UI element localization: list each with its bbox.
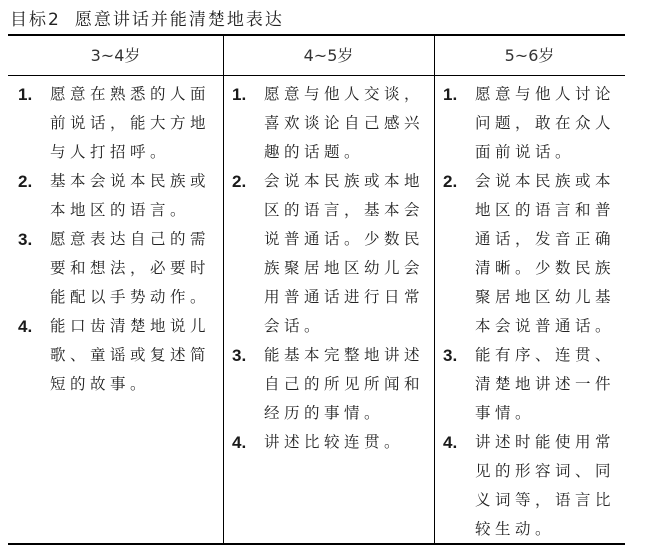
item-text-line: 愿意在熟悉的人面: [50, 85, 211, 103]
item-text-line: 清晰。少数民族: [475, 259, 616, 277]
header-divider: [8, 75, 625, 76]
item-text-line: 歌、童谣或复述简: [50, 346, 211, 364]
column-age-4-5: [232, 80, 432, 457]
list-item: [443, 167, 628, 341]
item-number: 3.: [18, 230, 33, 249]
list-item: [443, 428, 628, 544]
item-text-line: 与人打招呼。: [50, 143, 171, 161]
item-number: 4.: [232, 433, 247, 452]
list-item: [443, 341, 628, 428]
item-text-line: 短的故事。: [50, 375, 151, 393]
item-text-line: 见的形容词、同: [475, 462, 616, 480]
section-title: [10, 5, 284, 30]
item-text-line: 会话。: [264, 317, 325, 335]
item-text-line: 较生动。: [475, 520, 556, 538]
goal-text: 愿意讲话并能清楚地表达: [74, 10, 284, 30]
item-number: 1.: [18, 85, 33, 104]
column-divider: [434, 36, 435, 543]
column-age-5-6: [443, 80, 628, 544]
item-text-line: 地区的语言和普: [475, 201, 616, 219]
item-text-line: 讲述时能使用常: [475, 433, 616, 451]
item-text-line: 说普通话。少数民: [264, 230, 425, 248]
item-text-line: 区的语言，基本会: [264, 201, 425, 219]
item-text-line: 愿意与他人交谈，: [264, 85, 425, 103]
header-age-5-6: 5~6岁: [504, 46, 555, 65]
item-text-line: 讲述比较连贯。: [264, 433, 405, 451]
item-number: 3.: [232, 346, 247, 365]
item-text-line: 用普通话进行日常: [264, 288, 425, 306]
item-text-line: 清楚地讲述一件: [475, 375, 616, 393]
item-text-line: 要和想法，必要时: [50, 259, 211, 277]
item-number: 1.: [232, 85, 247, 104]
list-item: [232, 428, 432, 457]
item-text-line: 本会说普通话。: [475, 317, 616, 335]
item-text-line: 义词等，语言比: [475, 491, 616, 509]
header-age-4-5: 4~5岁: [303, 46, 354, 65]
list-item: [18, 80, 218, 167]
item-text-line: 能基本完整地讲述: [264, 346, 425, 364]
item-number: 3.: [443, 346, 458, 365]
item-number: 1.: [443, 85, 458, 104]
item-text-line: 聚居地区幼儿基: [475, 288, 616, 306]
item-number: 2.: [232, 172, 247, 191]
item-text-line: 能配以手势动作。: [50, 288, 211, 306]
column-divider: [223, 36, 224, 543]
item-text-line: 会说本民族或本地: [264, 172, 425, 190]
header-age-3-4: 3~4岁: [90, 46, 141, 65]
item-text-line: 能口齿清楚地说儿: [50, 317, 211, 335]
item-text-line: 趣的话题。: [264, 143, 365, 161]
list-item: [232, 80, 432, 167]
item-text-line: 族聚居地区幼儿会: [264, 259, 425, 277]
list-item: [18, 167, 218, 225]
column-age-3-4: [18, 80, 218, 399]
item-text-line: 经历的事情。: [264, 404, 385, 422]
item-text-line: 本地区的语言。: [50, 201, 191, 219]
item-text-line: 面前说话。: [475, 143, 576, 161]
goals-table: [8, 34, 625, 545]
item-text-line: 自己的所见所闻和: [264, 375, 425, 393]
item-number: 2.: [443, 172, 458, 191]
item-text-line: 通话，发音正确: [475, 230, 616, 248]
goal-label: 目标2: [10, 10, 61, 30]
item-text-line: 会说本民族或本: [475, 172, 616, 190]
item-text-line: 基本会说本民族或: [50, 172, 211, 190]
list-item: [18, 225, 218, 312]
item-text-line: 问题，敢在众人: [475, 114, 616, 132]
item-text-line: 前说话，能大方地: [50, 114, 211, 132]
list-item: [232, 341, 432, 428]
item-text-line: 喜欢谈论自己感兴: [264, 114, 425, 132]
item-text-line: 愿意表达自己的需: [50, 230, 211, 248]
item-number: 4.: [443, 433, 458, 452]
item-number: 4.: [18, 317, 33, 336]
list-item: [443, 80, 628, 167]
list-item: [18, 312, 218, 399]
item-text-line: 能有序、连贯、: [475, 346, 616, 364]
item-text-line: 事情。: [475, 404, 536, 422]
list-item: [232, 167, 432, 341]
item-text-line: 愿意与他人讨论: [475, 85, 616, 103]
item-number: 2.: [18, 172, 33, 191]
